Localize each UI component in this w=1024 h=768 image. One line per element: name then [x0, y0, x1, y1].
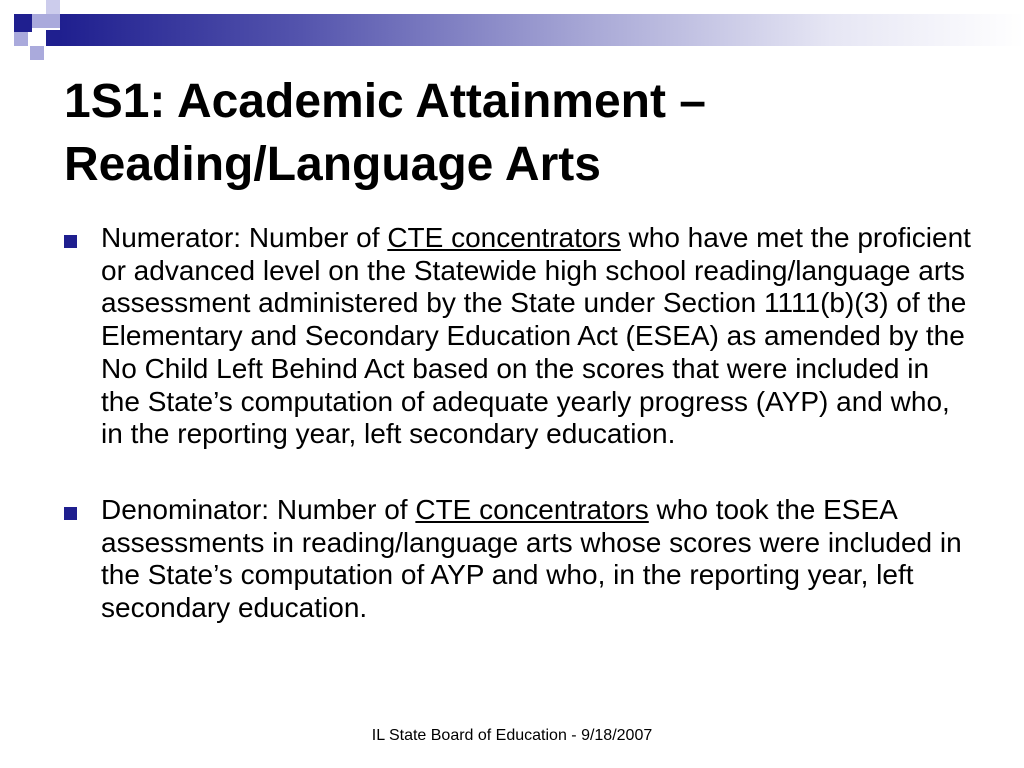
- cte-concentrators-term: CTE concentrators: [387, 222, 621, 253]
- bullet-list: [62, 222, 972, 625]
- bullet-numerator: [62, 222, 972, 451]
- bullet-text-start: Numerator: Number of: [101, 222, 388, 253]
- slide-title: [64, 70, 1004, 196]
- bullet-text-end: who have met the proficient or advanced level on the Statewide high school reading/language arts assessment administered by the State under Section 1111(b)(3) of the Elementary and Secondary Education Act (ESEA) as amended by the No Child Left Behind Act based on the scores that were included in the State’s computation of adequate yearly progress (AYP) and who, in the reporting year, left secondary education.: [101, 222, 971, 450]
- header-gradient-band: [60, 14, 1024, 46]
- corner-square: [14, 32, 28, 46]
- bullet-denominator: [62, 494, 972, 625]
- square-bullet-icon: [64, 507, 77, 520]
- square-bullet-icon: [64, 235, 77, 248]
- corner-square: [30, 46, 44, 60]
- bullet-text-end: who took the ESEA assessments in reading/language arts whose scores were included in the State’s computation of AYP and who, in the reporting year, left secondary education.: [101, 493, 962, 624]
- title-line-1: 1S1: Academic Attainment –: [64, 75, 706, 128]
- corner-square: [46, 14, 60, 28]
- title-line-2: Reading/Language Arts: [64, 138, 601, 191]
- corner-square: [14, 14, 32, 32]
- bullet-text-start: Denominator: Number of: [101, 493, 416, 525]
- corner-square: [32, 14, 46, 28]
- slide-footer: IL State Board of Education - 9/18/2007: [371, 727, 653, 744]
- corner-square: [46, 0, 60, 14]
- cte-concentrators-term: CTE concentrators: [415, 493, 649, 525]
